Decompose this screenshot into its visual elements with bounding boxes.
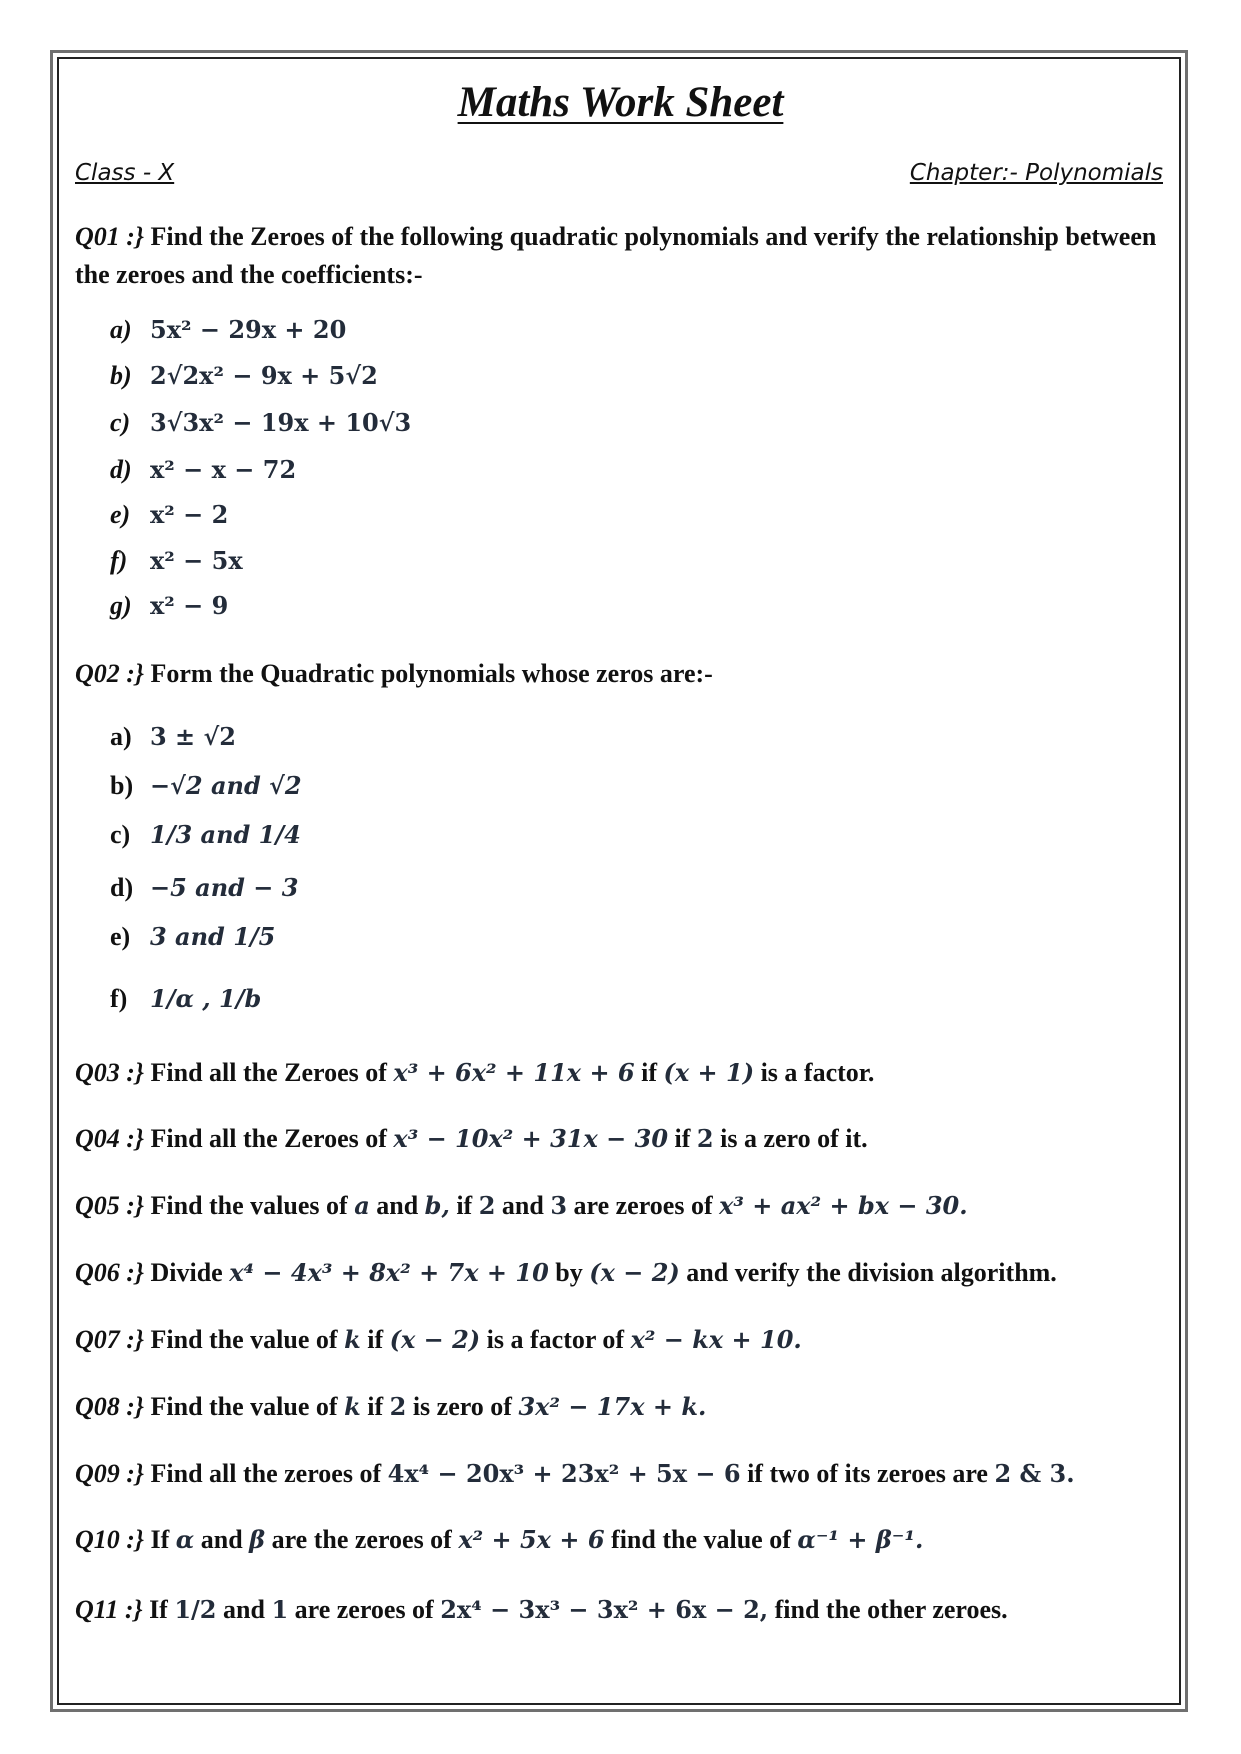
q02-item-c: c) 1/3 and 1/4 [110, 820, 301, 849]
q01-item-a: a) 5x² − 29x + 20 [110, 315, 347, 344]
q02-item-f: f) 1/α , 1/b [110, 984, 262, 1013]
q01-expr-a: 5x² − 29x + 20 [150, 315, 347, 344]
q01-item-d: d) x² − x − 72 [110, 455, 297, 484]
q02-item-d: d) −5 and − 3 [110, 873, 299, 902]
q02-expr-e: 3 and 1/5 [150, 922, 276, 951]
q02-expr-c: 1/3 and 1/4 [150, 820, 301, 849]
q02-item-b: b) −√2 and √2 [110, 771, 302, 800]
q01-expr-c: 3√3x² − 19x + 10√3 [150, 408, 412, 437]
question-01: Q01 :} Find the Zeroes of the following quadratic polynomials and verify the relationship between the zeroes and the coefficients:- [75, 222, 1157, 289]
q01-expr-d: x² − x − 72 [150, 455, 297, 484]
q01-item-g: g) x² − 9 [110, 591, 229, 620]
q01-expr-b: 2√2x² − 9x + 5√2 [150, 361, 378, 390]
q02-item-e: e) 3 and 1/5 [110, 922, 276, 951]
question-08: Q08 :} Find the value of k if 2 is zero of 3x² − 17x + k. [75, 1392, 707, 1421]
worksheet-title: Maths Work Sheet [457, 79, 784, 126]
question-06: Q06 :} Divide x⁴ − 4x³ + 8x² + 7x + 10 by (x − 2) and verify the division algorithm. [75, 1258, 1057, 1287]
q02-item-a: a) 3 ± √2 [110, 722, 236, 751]
q01-item-b: b) 2√2x² − 9x + 5√2 [110, 361, 378, 390]
question-10: Q10 :} If α and β are the zeroes of x² + 5x + 6 find the value of α⁻¹ + β⁻¹. [75, 1525, 924, 1554]
q02-expr-a: 3 ± √2 [150, 722, 236, 751]
question-11: Q11 :} If 1/2 and 1 are zeroes of 2x⁴ − 3x³ − 3x² + 6x − 2, find the other zeroes. [75, 1595, 1008, 1624]
chapter-label: Chapter:- Polynomials [909, 160, 1163, 186]
question-07: Q07 :} Find the value of k if (x − 2) is a factor of x² − kx + 10. [75, 1325, 802, 1354]
q02-expr-f: 1/α , 1/b [150, 984, 262, 1013]
question-09: Q09 :} Find all the zeroes of 4x⁴ − 20x³ + 23x² + 5x − 6 if two of its zeroes are 2 & 3. [75, 1459, 1075, 1488]
q01-item-e: e) x² − 2 [110, 500, 229, 529]
question-03: Q03 :} Find all the Zeroes of x³ + 6x² + 11x + 6 if (x + 1) is a factor. [75, 1058, 875, 1087]
q01-item-c: c) 3√3x² − 19x + 10√3 [110, 408, 412, 437]
q01-item-f: f) x² − 5x [110, 546, 243, 575]
class-label: Class - X [75, 160, 175, 186]
q02-expr-d: −5 and − 3 [150, 873, 299, 902]
question-02: Q02 :} Form the Quadratic polynomials whose zeros are:- [75, 659, 713, 688]
question-04: Q04 :} Find all the Zeroes of x³ − 10x² + 31x − 30 if 2 is a zero of it. [75, 1124, 868, 1153]
question-05: Q05 :} Find the values of a and b, if 2 and 3 are zeroes of x³ + ax² + bx − 30. [75, 1191, 968, 1220]
q02-expr-b: −√2 and √2 [150, 771, 302, 800]
q01-expr-g: x² − 9 [150, 591, 229, 620]
q01-expr-f: x² − 5x [150, 546, 243, 575]
q01-expr-e: x² − 2 [150, 500, 229, 529]
